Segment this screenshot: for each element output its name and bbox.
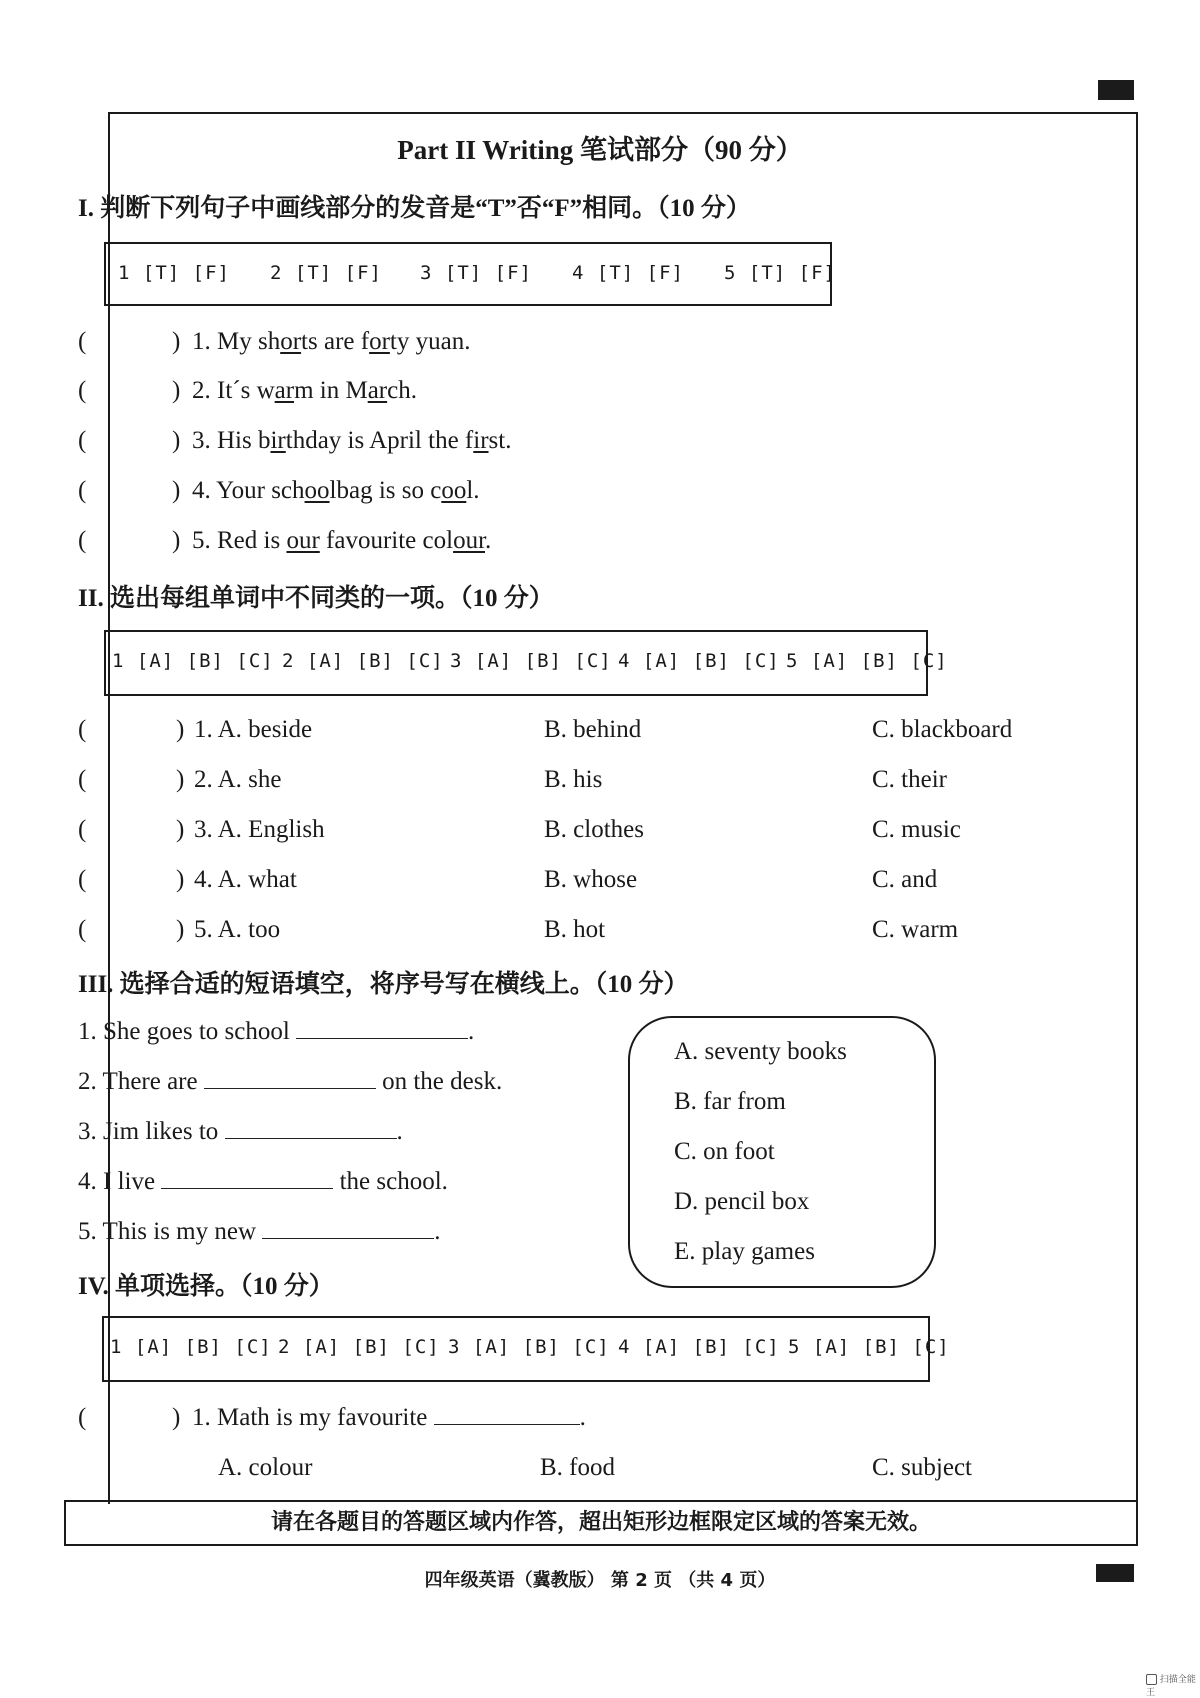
phrase-option-a: A. seventy books [674,1038,847,1065]
answer-bubble-3[interactable]: 3 [A] [B] [C] [448,1336,610,1358]
underlined-sound: or [369,328,390,355]
section-2-heading: II. 选出每组单词中不同类的一项。（10 分） [78,585,554,612]
underlined-sound: ar [367,377,388,404]
answer-bubble-2[interactable]: 2 [A] [B] [C] [282,650,444,672]
answer-blank[interactable] [262,1237,434,1239]
answer-bubble-5[interactable]: 5 [A] [B] [C] [786,650,948,672]
scanner-watermark: 扫描全能王 [1146,1675,1196,1698]
answer-bubble-3[interactable]: 3 [T] [F] [420,262,532,284]
section-4-heading: IV. 单项选择。（10 分） [78,1273,334,1300]
answer-blank[interactable] [296,1037,468,1039]
s3-sentence-3: 3. Jim likes to . [78,1118,403,1145]
s3-sentence-5: 5. This is my new . [78,1218,441,1245]
registration-marker-top [1098,80,1134,100]
answer-bubble-1[interactable]: 1 [A] [B] [C] [110,1336,272,1358]
answer-bubble-4[interactable]: 4 [A] [B] [C] [618,1336,780,1358]
phrase-option-d: D. pencil box [674,1188,810,1215]
option-a: A. colour [218,1454,313,1481]
answer-blank[interactable] [161,1187,333,1189]
s3-sentence-4: 4. I live the school. [78,1168,448,1195]
option-c: C. subject [872,1454,972,1481]
answer-bubble-3[interactable]: 3 [A] [B] [C] [450,650,612,672]
underlined-sound: ir [270,427,286,454]
notice-text: 请在各题目的答题区域内作答，超出矩形边框限定区域的答案无效。 [270,1510,931,1535]
phrase-options-box [628,1016,936,1288]
s3-sentence-2: 2. There are on the desk. [78,1068,503,1095]
answer-blank[interactable] [434,1423,580,1425]
underlined-sound: oo [304,477,330,504]
phrase-option-c: C. on foot [674,1138,775,1165]
underlined-sound: our [453,527,486,554]
section-1-heading: I. 判断下列句子中画线部分的发音是“T”否“F”相同。（10 分） [78,195,751,222]
answer-bubble-4[interactable]: 4 [T] [F] [572,262,684,284]
s3-sentence-1: 1. She goes to school . [78,1018,475,1045]
underlined-sound: or [280,328,302,355]
underlined-sound: ir [473,427,489,454]
phrase-option-e: E. play games [674,1238,815,1265]
scanner-logo-icon [1146,1674,1157,1685]
phrase-option-b: B. far from [674,1088,786,1115]
underlined-sound: our [286,527,320,554]
answer-bubble-1[interactable]: 1 [A] [B] [C] [112,650,274,672]
answer-bubble-5[interactable]: 5 [A] [B] [C] [788,1336,950,1358]
answer-bubble-2[interactable]: 2 [A] [B] [C] [278,1336,440,1358]
notice-bar [64,1500,1138,1546]
option-b: B. food [540,1454,615,1481]
answer-bubble-2[interactable]: 2 [T] [F] [270,262,382,284]
page-title: Part II Writing 笔试部分（90 分） [397,135,803,165]
answer-bubble-4[interactable]: 4 [A] [B] [C] [618,650,780,672]
section-1-answer-sheet [104,242,836,306]
answer-blank[interactable] [204,1087,376,1089]
answer-blank[interactable] [225,1137,397,1139]
underlined-sound: oo [441,477,467,504]
section-2-answer-sheet [104,630,948,696]
page-footer: 四年级英语（冀教版） 第 2 页 （共 4 页） [424,1570,776,1591]
section-3-heading: III. 选择合适的短语填空，将序号写在横线上。（10 分） [78,971,689,998]
answer-bubble-1[interactable]: 1 [T] [F] [118,262,230,284]
section-4-answer-sheet [102,1316,950,1382]
answer-bubble-5[interactable]: 5 [T] [F] [724,262,836,284]
underlined-sound: ar [274,377,295,404]
